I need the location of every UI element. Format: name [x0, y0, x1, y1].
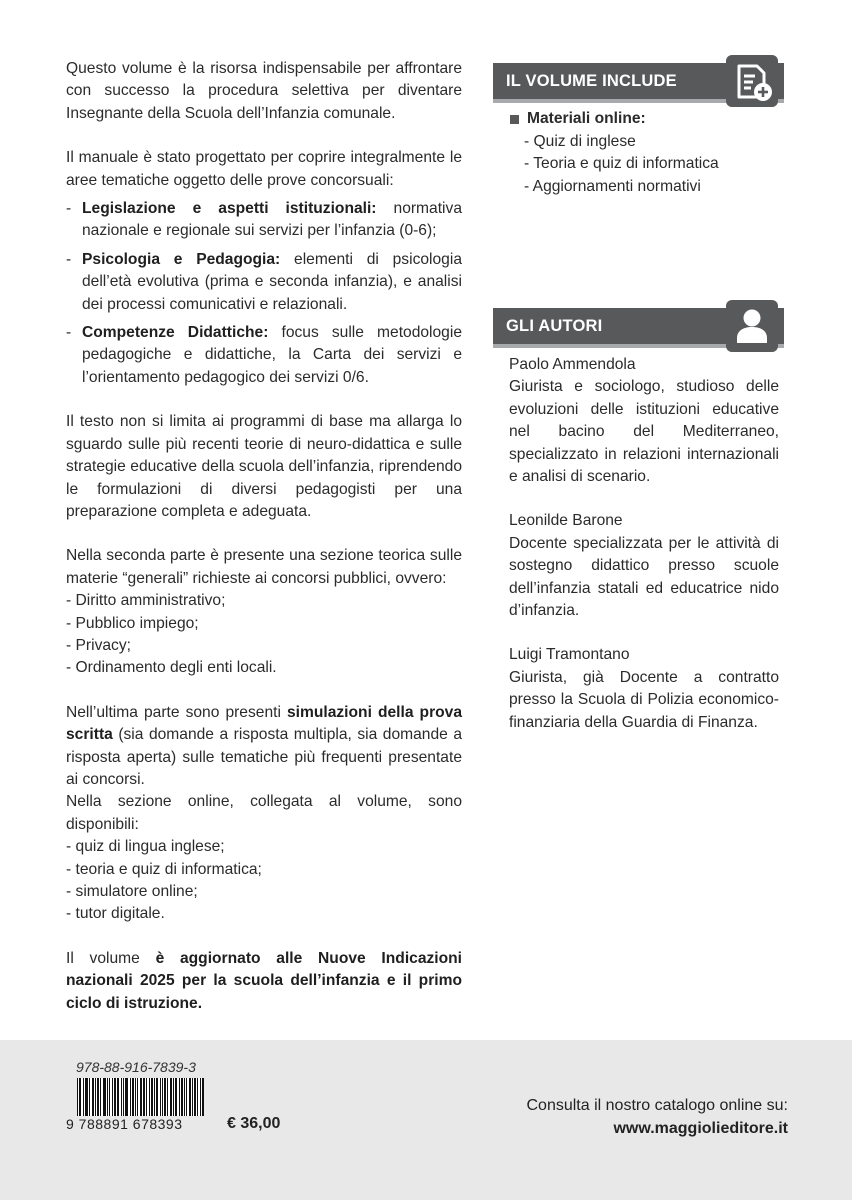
barcode-bar — [176, 1078, 177, 1116]
barcode-bar — [83, 1078, 84, 1116]
online-intro: Nella sezione online, collegata al volume, sono disponibili: — [66, 793, 462, 833]
barcode-bar — [152, 1078, 153, 1116]
barcode-bar — [156, 1078, 157, 1116]
barcode-bar — [195, 1078, 196, 1116]
barcode-bar — [123, 1078, 124, 1116]
barcode-bar — [126, 1078, 127, 1116]
area-item: - Legislazione e aspetti istituzionali: normativa nazionale e regionale sui servizi per l’infanzia (0-6); — [66, 200, 462, 240]
author-bio: Docente specializzata per le attività di sostegno didattico presso scuole dell’infanzia statali ed educatrice nido d’infanzia. — [509, 534, 779, 620]
includes-box-title: IL VOLUME INCLUDE — [506, 72, 677, 90]
barcode-bar — [160, 1078, 161, 1116]
catalog-block — [527, 1094, 789, 1140]
includes-item: - Quiz di inglese — [524, 132, 636, 150]
manual-intro-paragraph: Il manuale è stato progettato per coprire integralmente le aree tematiche oggetto delle prove concorsuali: — [66, 149, 462, 189]
extended-paragraph: Il testo non si limita ai programmi di base ma allarga lo sguardo sulle più recenti teorie di neuro-didattica e sulle strategie educative della scuola dell’infanzia, riprendendo le formulazioni di diversi pedagogisti per una preparazione completa e adeguata. — [66, 413, 462, 520]
author-entry — [509, 644, 779, 734]
catalog-link[interactable]: www.maggiolieditore.it — [613, 1120, 788, 1137]
online-list — [66, 836, 462, 926]
barcode-bar — [118, 1078, 119, 1116]
area-text: focus sulle metodologie pedagogiche e didattiche, la Carta dei servizi e l’orientamento pedagogico dei servizi 0/6. — [82, 324, 462, 386]
barcode-bar — [164, 1078, 165, 1116]
barcode-bar — [186, 1078, 187, 1116]
barcode-bar — [146, 1078, 147, 1116]
barcode-bar — [100, 1078, 101, 1116]
barcode-bar — [103, 1078, 104, 1116]
barcode-bar — [192, 1078, 193, 1116]
barcode-bar — [95, 1078, 96, 1116]
barcode-bar — [87, 1078, 88, 1116]
barcode-bar — [77, 1078, 78, 1116]
barcode-bars — [77, 1078, 204, 1116]
barcode-bar — [121, 1078, 122, 1116]
includes-box-header — [493, 63, 784, 103]
authors-box-title: GLI AUTORI — [506, 317, 603, 335]
includes-heading: Materiali online: — [510, 108, 780, 131]
barcode-bar — [85, 1078, 86, 1116]
barcode-bar — [189, 1078, 190, 1116]
last-part-paragraph: Nell’ultima parte sono presenti simulazioni della prova scritta (sia domande a risposta multipla, sia domande a risposta aperta) sulle tematiche più frequenti presentate ai concorsi. — [66, 703, 463, 788]
barcode-bar — [200, 1078, 201, 1116]
author-bio: Giurista, già Docente a contratto presso la Scuola di Polizia economico-finanziaria della Guardia di Finanza. — [509, 668, 779, 731]
author-name: Luigi Tramontano — [509, 646, 630, 664]
isbn-number: 978-88-916-7839-3 — [76, 1059, 196, 1075]
authors-box-header — [493, 308, 784, 348]
barcode-bar — [115, 1078, 116, 1116]
barcode-bar — [89, 1078, 90, 1116]
catalog-text: Consulta il nostro catalogo online su: — [526, 1097, 788, 1114]
barcode-bar — [184, 1078, 185, 1116]
area-text: normativa nazionale e regionale sui servizi per l’infanzia (0-6); — [82, 200, 462, 240]
barcode-bar — [157, 1078, 158, 1116]
area-item: - Competenze Didattiche: focus sulle metodologie pedagogiche e didattiche, la Carta dei servizi e l’orientamento pedagogico dei servizi 0/6. — [66, 324, 462, 386]
author-entry — [509, 510, 779, 622]
barcode-bar — [114, 1078, 115, 1116]
barcode-bar — [182, 1078, 183, 1116]
barcode-bar — [125, 1078, 126, 1116]
areas-list — [66, 198, 462, 389]
area-title: Competenze Didattiche: — [82, 324, 269, 342]
area-item: - Psicologia e Pedagogia: elementi di psicologia dell’età evolutiva (prima e seconda infanzia), e analisi dei processi comunicativi e relazionali. — [66, 250, 462, 313]
barcode-bar — [79, 1078, 80, 1116]
barcode-bar — [194, 1078, 195, 1116]
update-highlight: è aggiornato alle Nuove Indicazioni nazionali 2025 per la scuola dell’infanzia e il primo ciclo di istruzione. — [66, 949, 463, 1012]
barcode-bar — [80, 1078, 81, 1116]
price: € 36,00 — [227, 1115, 281, 1132]
barcode-bar — [104, 1078, 105, 1116]
barcode — [77, 1078, 204, 1116]
barcode-bar — [130, 1078, 131, 1116]
barcode-bar — [97, 1078, 98, 1116]
list-item: - simulatore online; — [66, 883, 198, 900]
intro-paragraph: Questo volume è la risorsa indispensabile per affrontare con successo la procedura selettiva per diventare Insegnante della Scuola dell’Infanzia comunale. — [66, 60, 462, 122]
barcode-bar — [175, 1078, 176, 1116]
barcode-bar — [181, 1078, 182, 1116]
barcode-bar — [151, 1078, 152, 1116]
barcode-bar — [190, 1078, 191, 1116]
barcode-bar — [98, 1078, 99, 1116]
barcode-bar — [107, 1078, 108, 1116]
barcode-digits: 9 788891 678393 — [66, 1116, 183, 1132]
author-entry — [509, 354, 779, 488]
barcode-bar — [127, 1078, 128, 1116]
second-part-intro: Nella seconda parte è presente una sezione teorica sulle materie “generali” richieste ai concorsi pubblici, ovvero: — [66, 547, 462, 587]
barcode-bar — [167, 1078, 168, 1116]
barcode-bar — [141, 1078, 142, 1116]
author-name: Leonilde Barone — [509, 512, 623, 530]
barcode-bar — [170, 1078, 171, 1116]
includes-item: - Teoria e quiz di informatica — [524, 155, 719, 173]
barcode-bar — [154, 1078, 155, 1116]
update-paragraph: Il volume è aggiornato alle Nuove Indicazioni nazionali 2025 per la scuola dell’infanzia e il primo ciclo di istruzione. — [66, 949, 463, 1012]
list-item: - quiz di lingua inglese; — [66, 838, 225, 856]
barcode-bar — [86, 1078, 87, 1116]
barcode-bar — [179, 1078, 180, 1116]
area-title: Legislazione e aspetti istituzionali: — [82, 200, 377, 218]
area-title: Psicologia e Pedagogia: — [82, 250, 281, 268]
barcode-bar — [143, 1078, 144, 1116]
square-bullet-icon — [510, 115, 519, 124]
author-name: Paolo Ammendola — [509, 356, 636, 373]
barcode-bar — [109, 1078, 110, 1116]
list-item: - tutor digitale. — [66, 905, 165, 923]
person-icon — [726, 300, 778, 352]
barcode-bar — [133, 1078, 134, 1116]
main-text-column — [66, 58, 462, 1037]
list-item: - Privacy; — [66, 636, 131, 654]
area-text: elementi di psicologia dell’età evolutiva (prima e seconda infanzia), e analisi dei processi comunicativi e relazionali. — [82, 250, 462, 313]
barcode-bar — [171, 1078, 172, 1116]
barcode-bar — [144, 1078, 145, 1116]
barcode-bar — [92, 1078, 93, 1116]
includes-box-body — [510, 108, 780, 198]
barcode-bar — [105, 1078, 106, 1116]
barcode-bar — [93, 1078, 94, 1116]
barcode-bar — [135, 1078, 136, 1116]
barcode-bar — [197, 1078, 198, 1116]
barcode-bar — [117, 1078, 118, 1116]
list-item: - Ordinamento degli enti locali. — [66, 659, 277, 677]
barcode-bar — [162, 1078, 163, 1116]
simulations-highlight: simulazioni della prova scritta — [66, 703, 463, 744]
barcode-bar — [203, 1078, 204, 1116]
includes-item: - Aggiornamenti normativi — [524, 177, 701, 195]
list-item: - teoria e quiz di informatica; — [66, 860, 262, 878]
barcode-bar — [173, 1078, 174, 1116]
barcode-bar — [165, 1078, 166, 1116]
barcode-bar — [132, 1078, 133, 1116]
barcode-bar — [149, 1078, 150, 1116]
document-add-icon — [726, 55, 778, 107]
second-part-list — [66, 590, 462, 680]
barcode-bar — [202, 1078, 203, 1116]
barcode-bar — [140, 1078, 141, 1116]
author-bio: Giurista e sociologo, studioso delle evoluzioni delle istituzioni educative nel bacino del Mediterraneo, specializzato in relazioni internazionali e analisi di scenario. — [509, 378, 779, 486]
barcode-bar — [112, 1078, 113, 1116]
authors-box-body — [509, 354, 779, 756]
barcode-bar — [137, 1078, 138, 1116]
list-item: - Diritto amministrativo; — [66, 592, 226, 610]
list-item: - Pubblico impiego; — [66, 614, 199, 632]
